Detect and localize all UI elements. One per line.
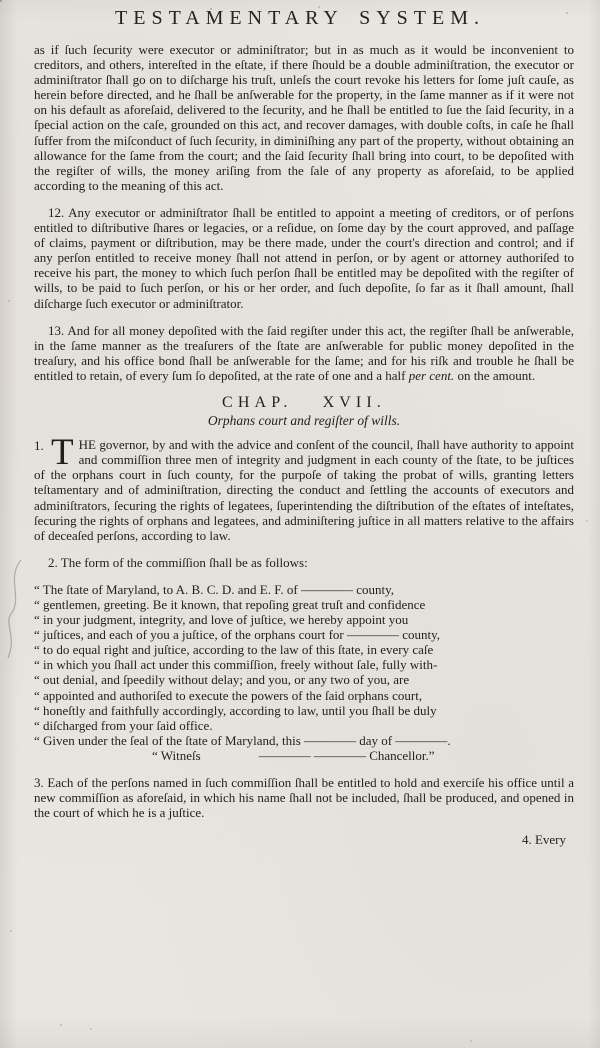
chapter-number: XVII. [322,393,386,411]
witness-line [34,748,574,763]
paragraph-12: 12. Any executor or adminiſtrator ſhall be entitled to appoint a meeting of creditors, or of perſons entitled to diſtributive ſhares or legacies, or a reſidue, on ſome day by the court approved, and paſſage of claims, payment or diſtribution, may be there made, under the court's direction and control; and if any perſon entitled to receive money ſhall not attend in perſon, or by agent or attorney authoriſed to receive his part, the money to which ſuch perſon ſhall be entitled may be depoſited with the regiſter of wills, to be paid to ſuch perſon, or his or her order, and ſuch depoſite, ſo far as it ſhall amount, ſhall diſcharge ſuch executor or adminiſtrator. [34,204,574,311]
commission-line: “ juſtices, and each of you a juſtice, of the orphans court for ———— county, [34,627,441,643]
commission-line: “ diſcharged from your ſaid office. [34,717,213,733]
commission-line: “ gentlemen, greeting. Be it known, that repoſing great truſt and confidence [34,597,426,612]
paper-speckles [0,0,2,2]
commission-line: “ in your judgment, integrity, and love of juſtice, we hereby appoint you [34,612,409,628]
paragraph-13 [34,323,574,383]
paragraph-13-text: 13. And for all money depoſited with the ſaid regiſter under this act, the regiſter ſhall be anſwerable, in the ſame manner as the treaſurers of the ſtate are anſwerable for public money depoſited in the treaſury, and his office bond ſhall be anſwerable for the ſame; and for his riſk and trouble he ſhall be entitled to retain, of every ſum ſo depoſited, at the rate of one and a half [34,322,574,383]
witness-label: “ Witneſs [152,747,201,763]
running-title: TESTAMENTARY SYSTEM. [115,7,485,29]
commission-line-given: “ Given under the ſeal of the ſtate of Maryland, this ———— day of ————. [34,732,451,748]
paragraph-13-tail: on the amount. [454,367,536,383]
chapter-heading [34,395,574,410]
section-1 [34,432,574,543]
commission-line: “ in which you ſhall act under this commiſſion, freely without ſale, fully with- [34,657,438,673]
catchword: 4. Every [521,832,566,848]
section-3: 3. Each of the perſons named in ſuch commiſſion ſhall be entitled to hold and exerciſe his office until a new commiſſion as aforeſaid, in which his name ſhall not be included, ſhall be produced, and opened in the court of which he is a juſtice. [34,775,574,821]
drop-cap-T: T [51,432,74,474]
section-1-text: HE governor, by and with the advice and conſent of the council, ſhall have authority to appoint and commiſſion three men of integrity and judgment in each county of the ſtate, to be juſtices of the orphans court in ſuch county, for the purpoſe of taking the probat of wills, granting letters teſtamentary and of adminiſtration, directing the conduct and ſettling the accounts of executors and adminiſtrators, ſecuring the rights of legatees, ſuperintending the diſtribution of the eſtates of inteſtates, ſecuring the rights of orphans and legatees, and adminiſtering juſtice in all matters relative to the affairs of deceaſed perſons, according to law. [34,437,574,543]
commission-line: “ The ſtate of Maryland, to A. B. C. D. and E. F. of ———— county, [34,581,395,597]
margin-handwriting-mark [2,556,28,666]
text-block [0,42,600,847]
chapter-subtitle: Orphans court and regiſter of wills. [207,413,401,429]
commission-line: “ honeſtly and faithfully accordingly, according to law, until you ſhall be duly [34,702,437,718]
commission-line: “ to do equal right and juſtice, according to the law of this ſtate, in every caſe [34,642,434,658]
per-cent-italic: per cent. [408,367,455,383]
chapter-label: CHAP. [222,393,293,411]
commission-line: “ appointed and authoriſed to execute the powers of the ſaid orphans court, [34,687,423,703]
witness-chancellor: ———— ———— Chancellor.” [258,747,435,763]
commission-block [34,582,574,763]
section-1-number: 1. [34,438,44,454]
paragraph-security-continuation: as if ſuch ſecurity were executor or adminiſtrator; but in as much as it would be inconvenient to creditors, and others, intereſted in the eſtate, if there ſhould be a double adminiſtration, the executor or adminiſtrator ſhall go on to diſcharge his truſt, unleſs the court revoke his letters for ſome juſt cauſe, as herein before directed, and he ſhall be anſwerable for the property, in the ſame manner as if it were not on his default as aforeſaid, delivered to the ſecurity, and he ſhall be entitled to ſue the ſaid ſecurity, in a ſpecial action on the caſe, grounded on this act, and recover damages, with double coſts, in caſe he ſhall ſuffer from the miſconduct of ſuch ſecurity, in diminiſhing any part of the property, without obtaining an allowance for the ſame from the court; and the ſaid ſecurity ſhall bring into court, to be depoſited with the regiſter of wills, the money ariſing from the ſale of any property as aforeſaid, to be applied according to the meaning of this act. [34,42,574,193]
commission-line: “ out denial, and ſpeedily without delay; and you, or any two of you, are [34,672,410,688]
section-2: 2. The form of the commiſſion ſhall be as follows: [48,554,308,570]
